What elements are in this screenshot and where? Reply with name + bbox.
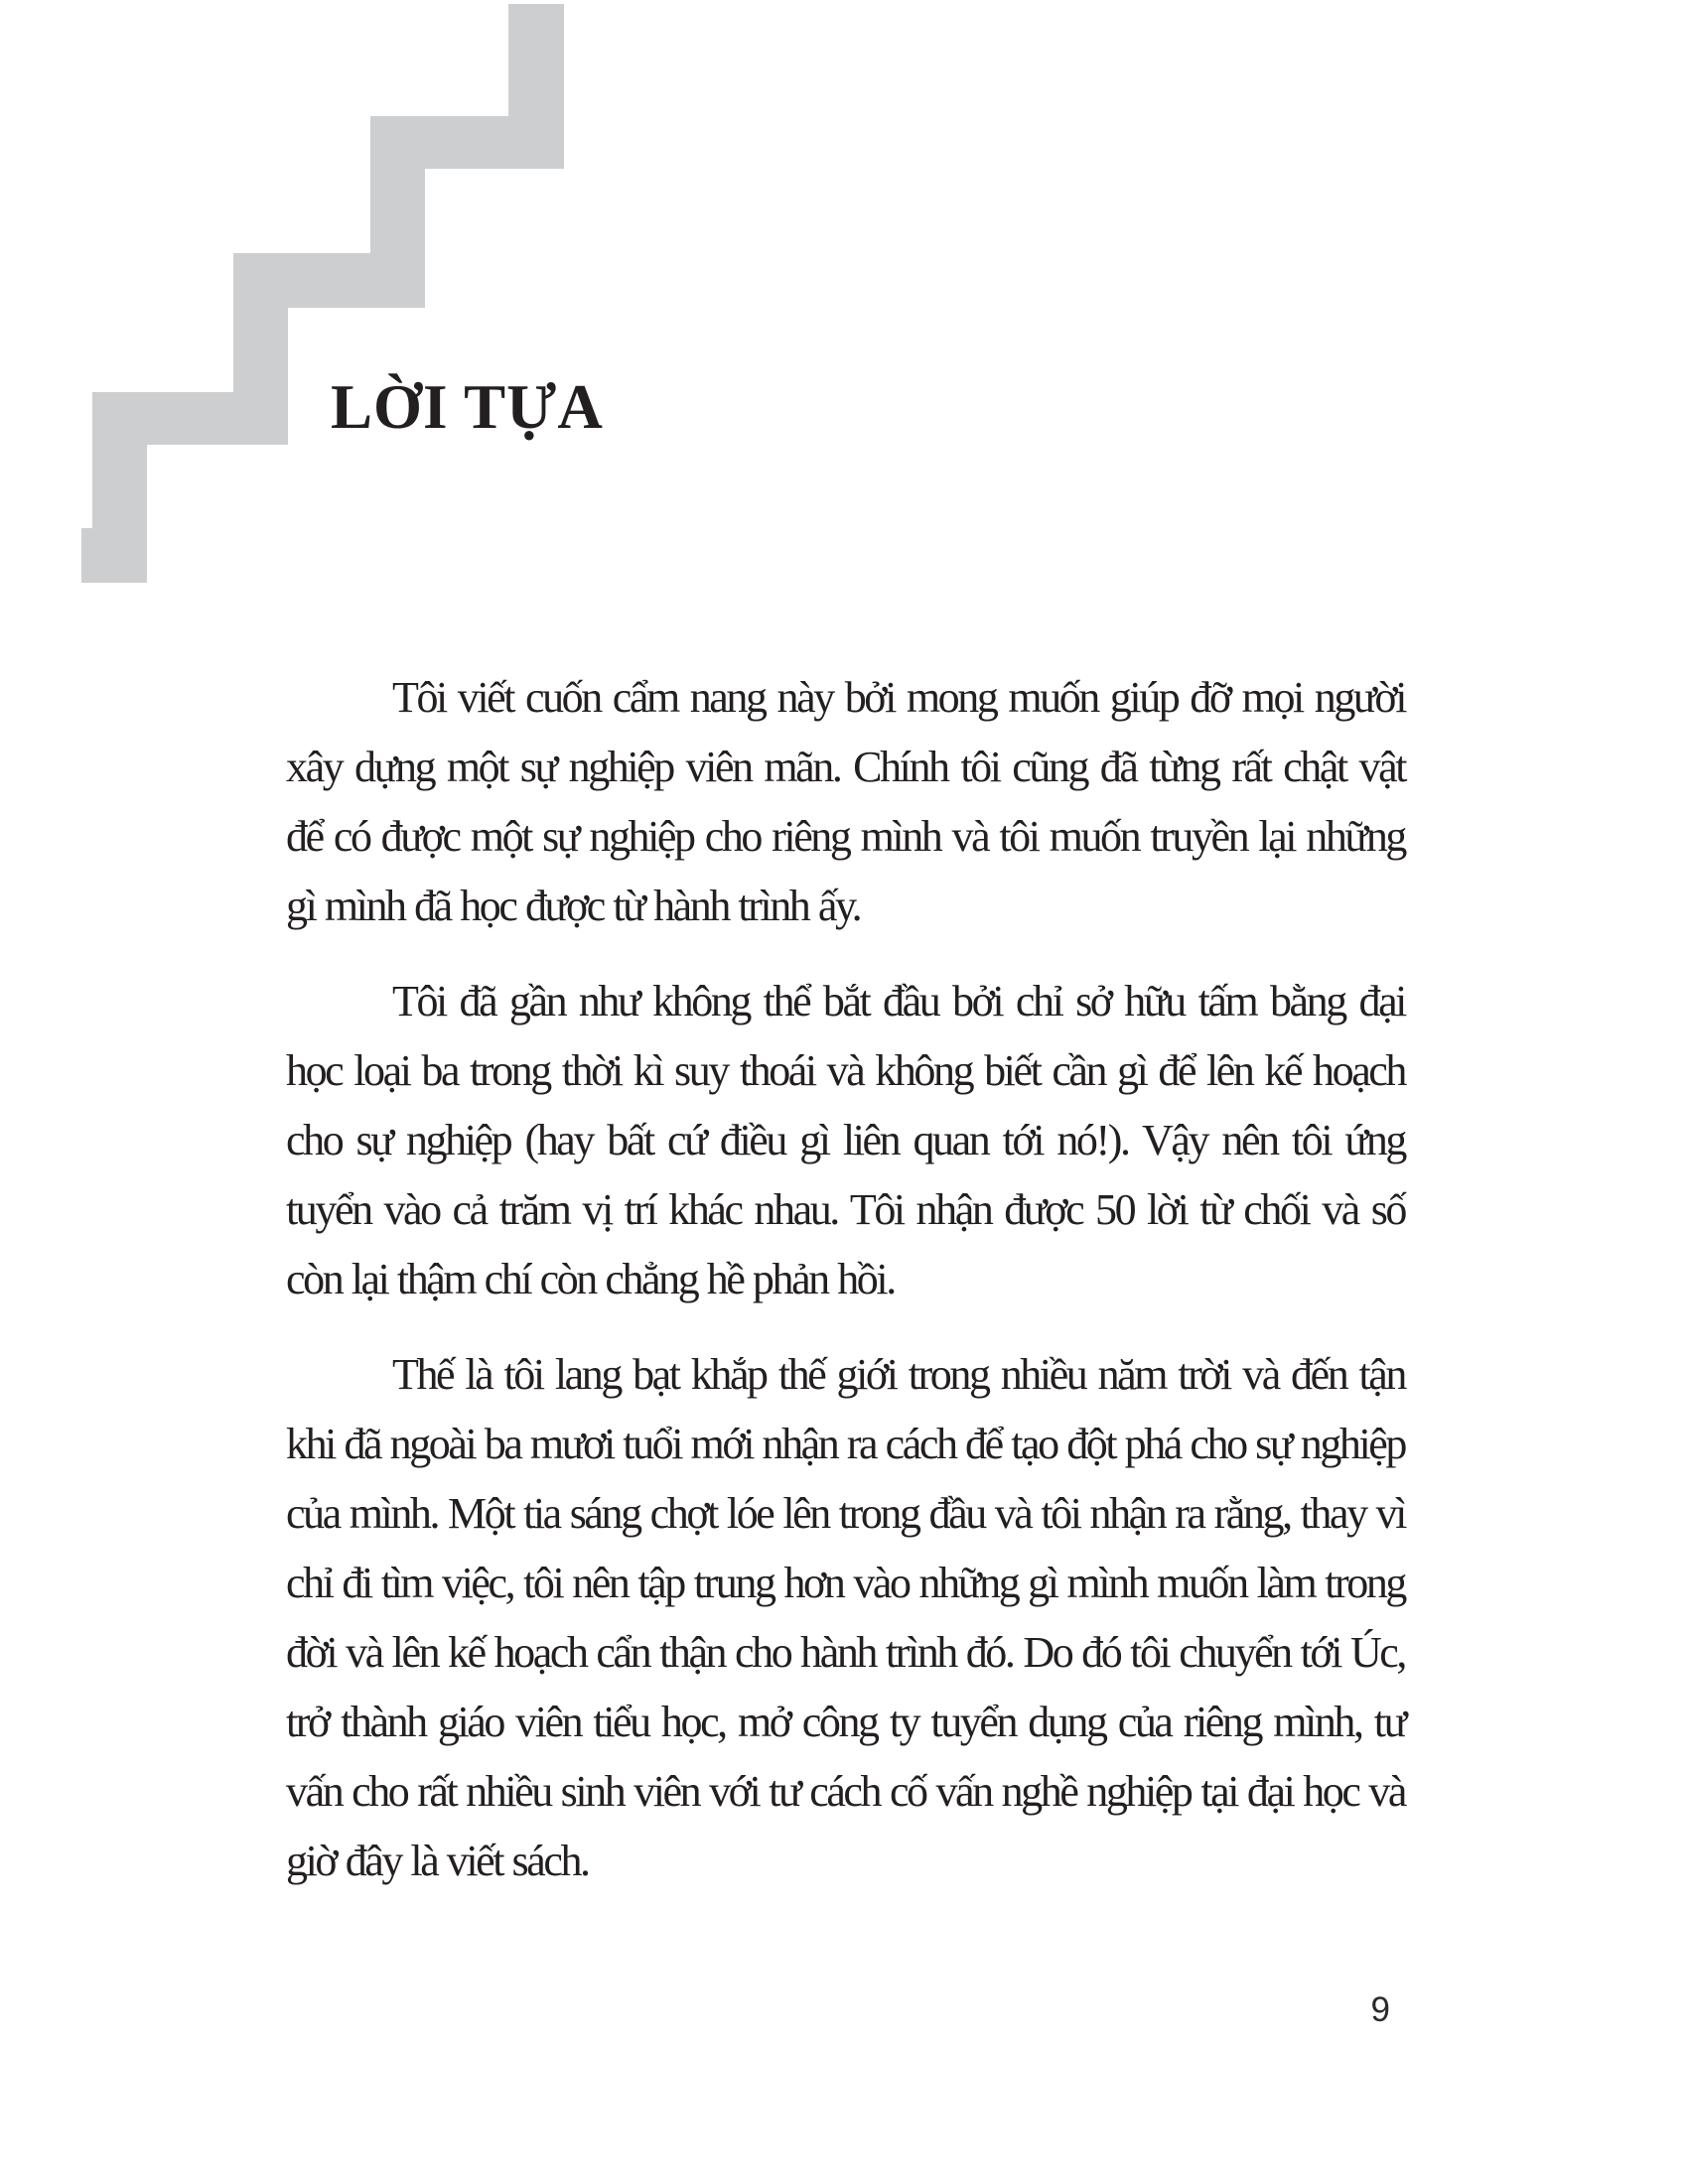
paragraph-1: Tôi viết cuốn cẩm nang này bởi mong muốn giúp đỡ mọi người xây dựng một sự nghiệp viên mãn. Chính tôi cũng đã từng rất chật vật để có được một sự nghiệp cho riêng mình và tôi muốn truyền lại những gì mình đã học được từ hành trình ấy. <box>286 673 1405 930</box>
staircase-shape <box>81 4 564 583</box>
paragraph-3: Thế là tôi lang bạt khắp thế giới trong nhiều năm trời và đến tận khi đã ngoài ba mươi tuổi mới nhận ra cách để tạo đột phá cho sự nghiệp của mình. Một tia sáng chợt lóe lên trong đầu và tôi nhận ra rằng, thay vì chỉ đi tìm việc, tôi nên tập trung hơn vào những gì mình muốn làm trong đời và lên kế hoạch cẩn thận cho hành trình đó. Do đó tôi chuyển tới Úc, trở thành giáo viên tiểu học, mở công ty tuyển dụng của riêng mình, tư vấn cho rất nhiều sinh viên với tư cách cố vấn nghề nghiệp tại đại học và giờ đây là viết sách. <box>286 1350 1405 1885</box>
body-text <box>286 663 1405 1896</box>
page-number: 9 <box>1370 1990 1390 2029</box>
paragraph-2: Tôi đã gần như không thể bắt đầu bởi chỉ sở hữu tấm bằng đại học loại ba trong thời kì suy thoái và không biết cần gì để lên kế hoạch cho sự nghiệp (hay bất cứ điều gì liên quan tới nó!). Vậy nên tôi ứng tuyển vào cả trăm vị trí khác nhau. Tôi nhận được 50 lời từ chối và số còn lại thậm chí còn chẳng hề phản hồi. <box>286 977 1405 1303</box>
chapter-title: LỜI TỰA <box>331 372 604 442</box>
staircase-graphic <box>0 0 596 615</box>
